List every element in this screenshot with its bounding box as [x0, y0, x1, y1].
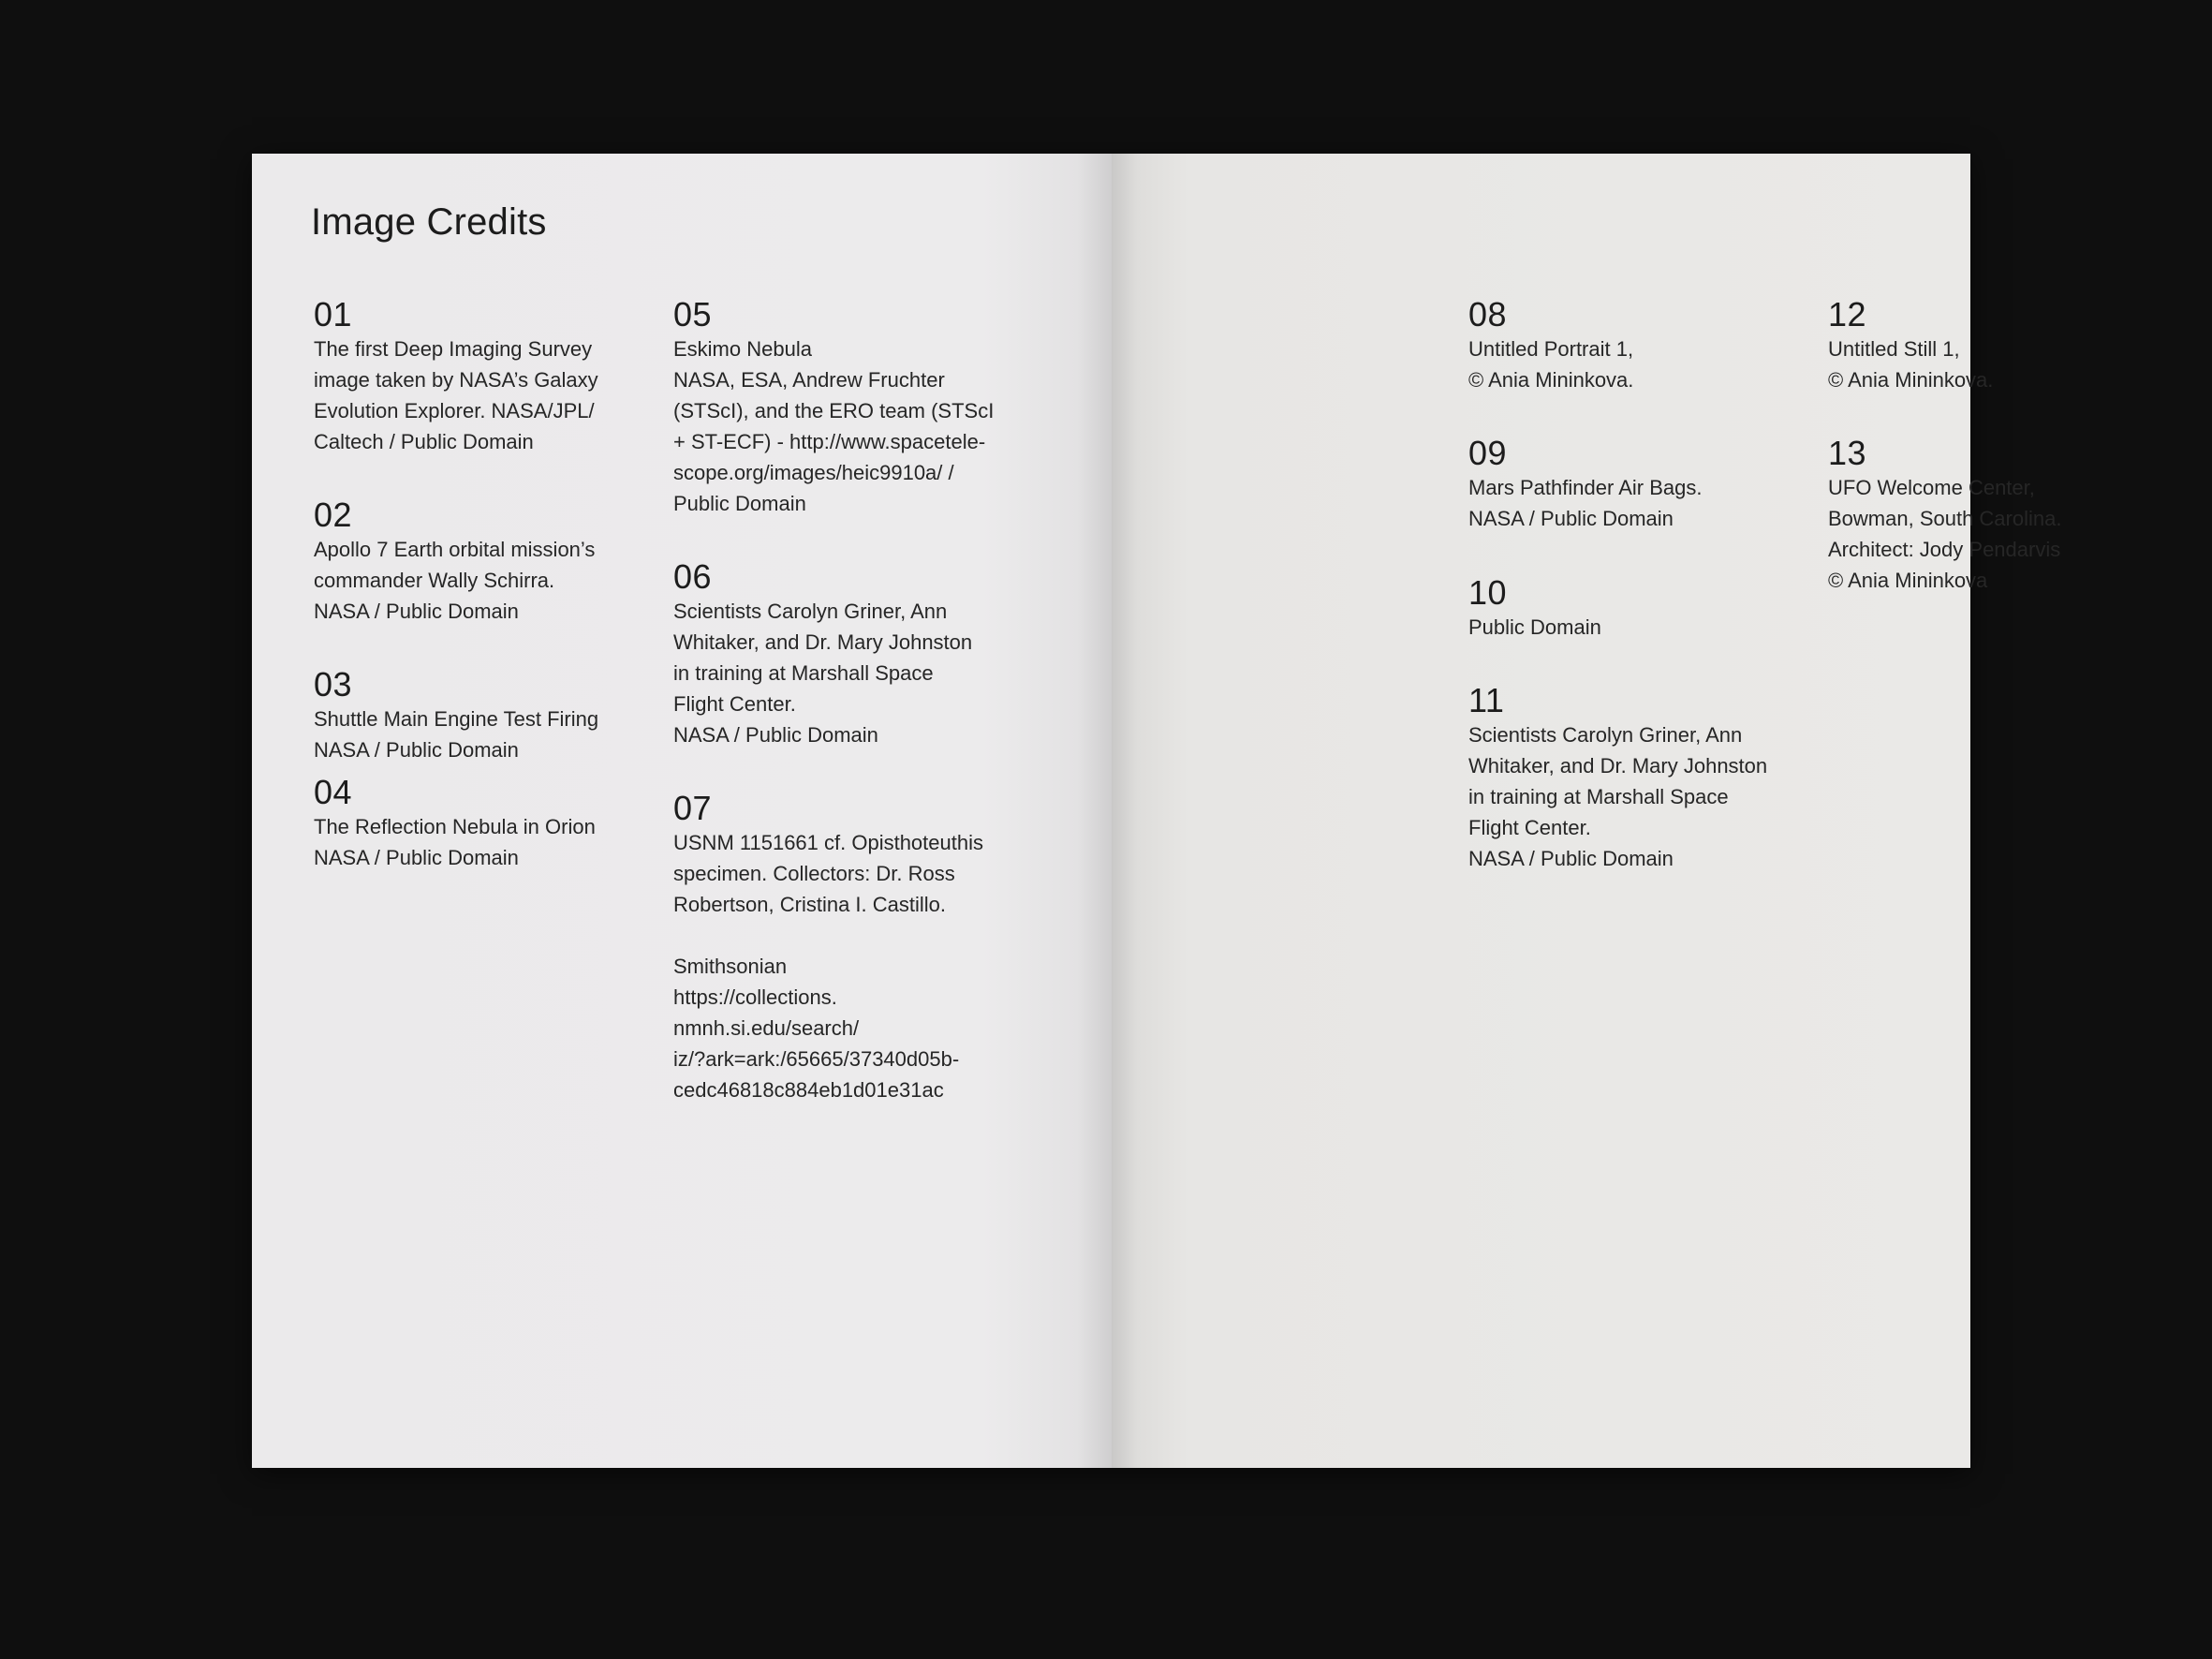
credit-number: 02: [314, 496, 353, 534]
credit-text: Scientists Carolyn Griner, Ann Whitaker, and Dr. Mary Johnston in training at Marshall Space Flight Center. NASA / Public Domain: [1468, 723, 1768, 870]
credit-text: Mars Pathfinder Air Bags. NASA / Public Domain: [1468, 476, 1703, 530]
credit-number: 01: [314, 295, 353, 333]
credit-number: 05: [673, 295, 713, 333]
credit-entry-01: [314, 296, 598, 457]
credit-text: Eskimo Nebula NASA, ESA, Andrew Fruchter (STScI), and the ERO team (STScI + ST-ECF) - http://www.spacetele- scope.org/images/heic9910a/ / Public Domain: [673, 337, 995, 515]
credit-entry-11: [1468, 682, 1767, 874]
credit-text: Apollo 7 Earth orbital mission’s commander Wally Schirra. NASA / Public Domain: [314, 538, 596, 623]
page-title: Image Credits: [311, 201, 547, 243]
credit-number: 09: [1468, 434, 1508, 472]
credit-entry-05: [673, 296, 994, 519]
credit-text: Public Domain: [1468, 615, 1601, 639]
credit-text: Shuttle Main Engine Test Firing NASA / Public Domain: [314, 707, 599, 762]
credit-text: The first Deep Imaging Survey image taken by NASA’s Galaxy Evolution Explorer. NASA/JPL/ Caltech / Public Domain: [314, 337, 598, 453]
credit-text: The Reflection Nebula in Orion NASA / Public Domain: [314, 815, 596, 869]
credit-text: Untitled Still 1, © Ania Mininkova.: [1828, 337, 1994, 392]
credit-number: 03: [314, 665, 353, 704]
credit-number: 12: [1828, 295, 1867, 333]
credit-entry-12: [1828, 296, 1993, 395]
credit-entry-09: [1468, 435, 1702, 534]
credit-entry-07: [673, 790, 983, 1105]
credit-entry-13: [1828, 435, 2061, 596]
left-page: [252, 154, 1112, 1468]
credit-entry-10: [1468, 574, 1601, 643]
credit-number: 11: [1468, 681, 1505, 719]
credit-number: 10: [1468, 573, 1508, 612]
credit-entry-03: [314, 666, 598, 765]
credit-entry-08: [1468, 296, 1633, 395]
credit-text: Scientists Carolyn Griner, Ann Whitaker, and Dr. Mary Johnston in training at Marshall Space Flight Center. NASA / Public Domain: [673, 600, 973, 747]
credit-number: 13: [1828, 434, 1867, 472]
credit-text: UFO Welcome Center, Bowman, South Carolina. Architect: Jody Pendarvis © Ania Mininkova: [1828, 476, 2062, 592]
credit-entry-02: [314, 496, 595, 627]
credit-entry-04: [314, 774, 596, 873]
credit-number: 07: [673, 789, 713, 827]
credit-text: Untitled Portrait 1, © Ania Mininkova.: [1468, 337, 1634, 392]
right-page: [1112, 154, 2062, 1468]
credit-entry-06: [673, 558, 972, 750]
credit-number: 08: [1468, 295, 1508, 333]
booklet-spread: [252, 154, 2062, 1468]
credit-number: 06: [673, 557, 713, 596]
credit-number: 04: [314, 773, 353, 811]
credit-text: USNM 1151661 cf. Opisthoteuthis specimen. Collectors: Dr. Ross Robertson, Cristina I. Castillo. Smithsonian https://collections. nmnh.si.edu/search/ iz/?ark=ark:/65665/37340d05b- cedc46818c884eb1d01e31ac: [673, 831, 983, 1102]
